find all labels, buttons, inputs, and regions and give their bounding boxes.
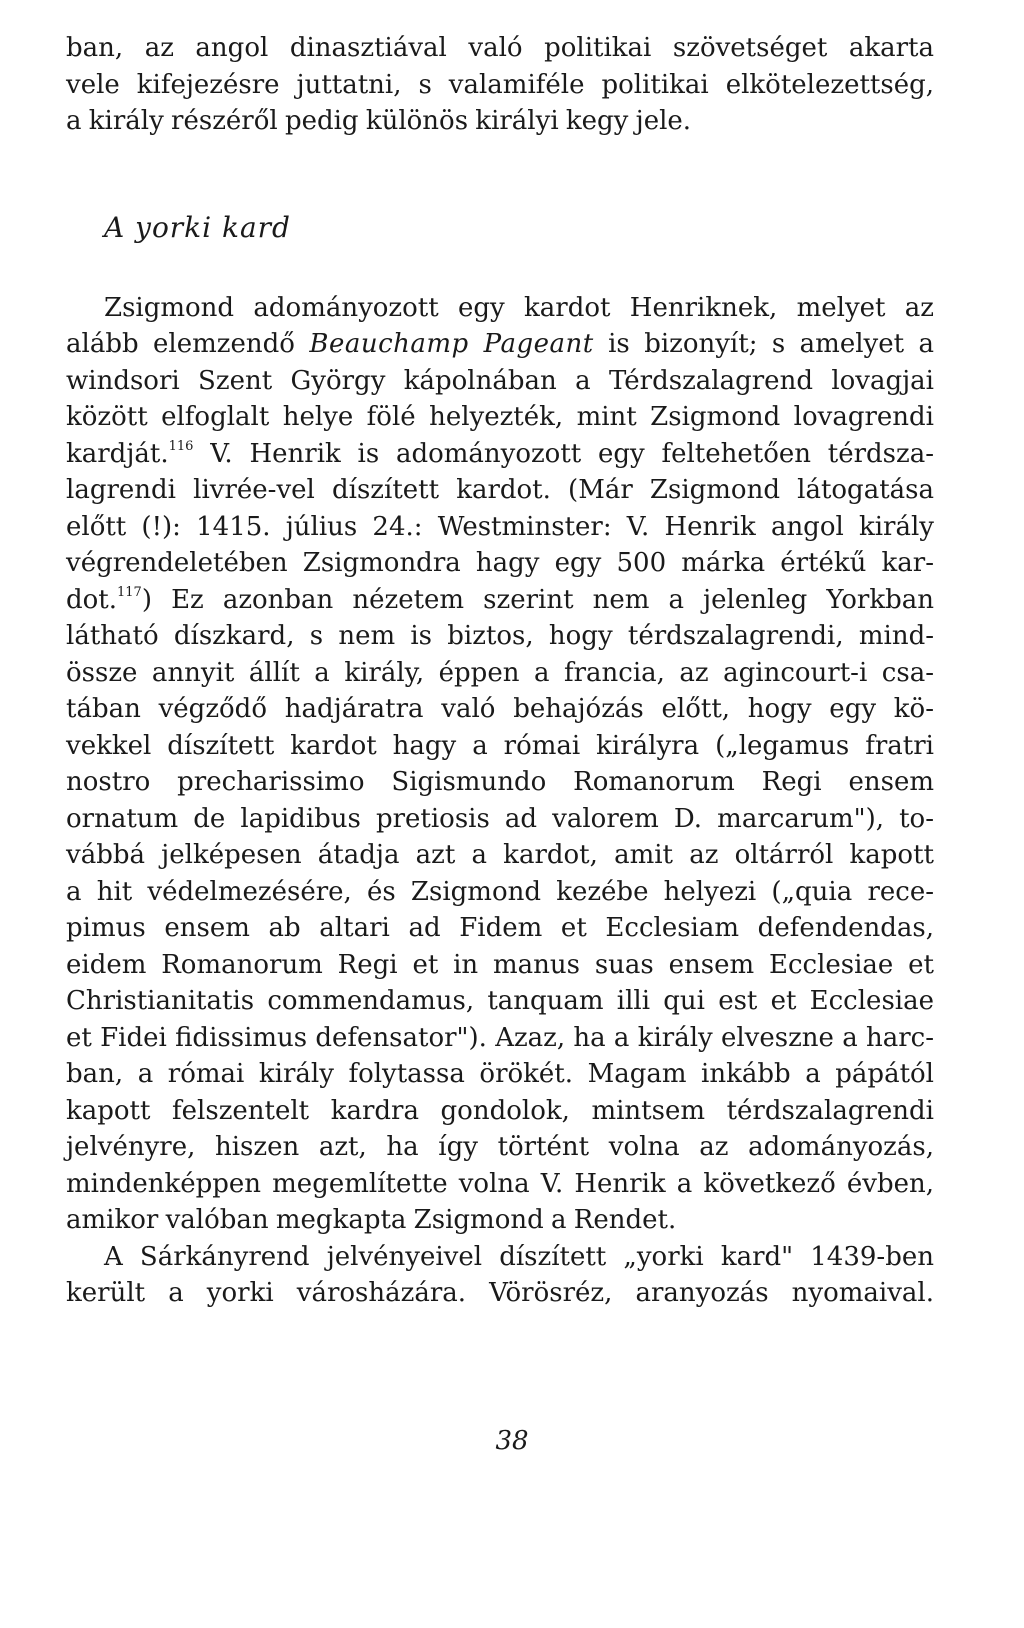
text-line: vele kifejezésre juttatni, s valamiféle politikai elkötelezettség, xyxy=(66,69,934,100)
footnote-reference[interactable]: 116 xyxy=(168,438,194,454)
text-segment: is bizonyít; s amelyet a xyxy=(593,329,934,359)
text-segment: V. Henrik is adományozott egy feltehetően térdsza- xyxy=(193,438,934,469)
text-line: vábbá jelképesen átadja azt a kardot, amit az oltárról kapott xyxy=(66,840,934,870)
page-body xyxy=(66,30,934,1312)
text-segment: kardját. xyxy=(66,438,169,469)
text-line: előtt (!): 1415. július 24.: Westminster: V. Henrik angol király xyxy=(66,511,934,542)
text-segment: dot. xyxy=(66,584,118,615)
paragraph-caption xyxy=(66,1239,934,1312)
footnote-reference[interactable]: 117 xyxy=(117,584,142,600)
text-line: jelvényre, hiszen azt, ha így történt volna az adományozás, xyxy=(66,1132,934,1162)
text-line xyxy=(66,582,934,619)
text-line: vekkel díszített kardot hagy a római királyra („legamus fratri xyxy=(66,730,934,761)
text-line: végrendeletében Zsigmondra hagy egy 500 márka értékű kar- xyxy=(66,548,934,578)
text-line: amikor valóban megkapta Zsigmond a Rendet. xyxy=(66,1205,677,1235)
text-line: mindenképpen megemlítette volna V. Henrik a következő évben, xyxy=(66,1168,934,1199)
text-line: között elfoglalt helye fölé helyezték, mint Zsigmond lovagrendi xyxy=(66,402,934,432)
text-line xyxy=(66,436,934,473)
text-segment: alább elemzendő xyxy=(66,329,310,359)
text-line: kapott felszentelt kardra gondolok, mintsem térdszalagrendi xyxy=(66,1095,934,1126)
text-line: tában végződő hadjáratra való behajózás előtt, hogy egy kö- xyxy=(66,694,934,724)
text-line: került a yorki városházára. Vörösréz, aranyozás nyomaival. xyxy=(66,1278,934,1308)
text-line: a király részéről pedig különös királyi kegy jele. xyxy=(66,106,692,136)
text-line: ornatum de lapidibus pretiosis ad valorem D. marcarum"), to- xyxy=(66,803,934,834)
section-heading: A yorki kard xyxy=(104,210,291,244)
text-line: A Sárkányrend jelvényeivel díszített „yorki kard" 1439-ben xyxy=(104,1241,934,1272)
text-line: Zsigmond adományozott egy kardot Henriknek, melyet az xyxy=(104,292,934,323)
paragraph-main xyxy=(66,290,934,1239)
text-segment: ) Ez azonban nézetem szerint nem a jelenleg Yorkban xyxy=(141,584,934,615)
text-line: ban, az angol dinasztiával való politikai szövetséget akarta xyxy=(66,33,934,63)
text-line: látható díszkard, s nem is biztos, hogy térdszalagrendi, mind- xyxy=(66,621,934,651)
text-line: Christianitatis commendamus, tanquam illi qui est et Ecclesiae xyxy=(66,986,934,1016)
text-line: windsori Szent György kápolnában a Térdszalagrend lovagjai xyxy=(66,365,934,396)
text-line: et Fidei fidissimus defensator"). Azaz, ha a király elveszne a harc- xyxy=(66,1022,934,1053)
paragraph-intro xyxy=(66,30,934,140)
text-line xyxy=(66,326,934,363)
text-line: össze annyit állít a király, éppen a francia, az agincourt-i csa- xyxy=(66,657,934,688)
text-line: ban, a római király folytassa örökét. Magam inkább a pápától xyxy=(66,1059,934,1089)
text-line: nostro precharissimo Sigismundo Romanorum Regi ensem xyxy=(66,767,934,797)
text-line: eidem Romanorum Regi et in manus suas ensem Ecclesiae et xyxy=(66,949,934,980)
text-line: pimus ensem ab altari ad Fidem et Ecclesiam defendendas, xyxy=(66,913,934,943)
text-line: lagrendi livrée-vel díszített kardot. (Már Zsigmond látogatása xyxy=(66,475,934,505)
page-number: 38 xyxy=(495,1426,529,1456)
work-title: Beauchamp Pageant xyxy=(309,329,594,359)
text-line: a hit védelmezésére, és Zsigmond kezébe helyezi („quia rece- xyxy=(66,876,934,907)
